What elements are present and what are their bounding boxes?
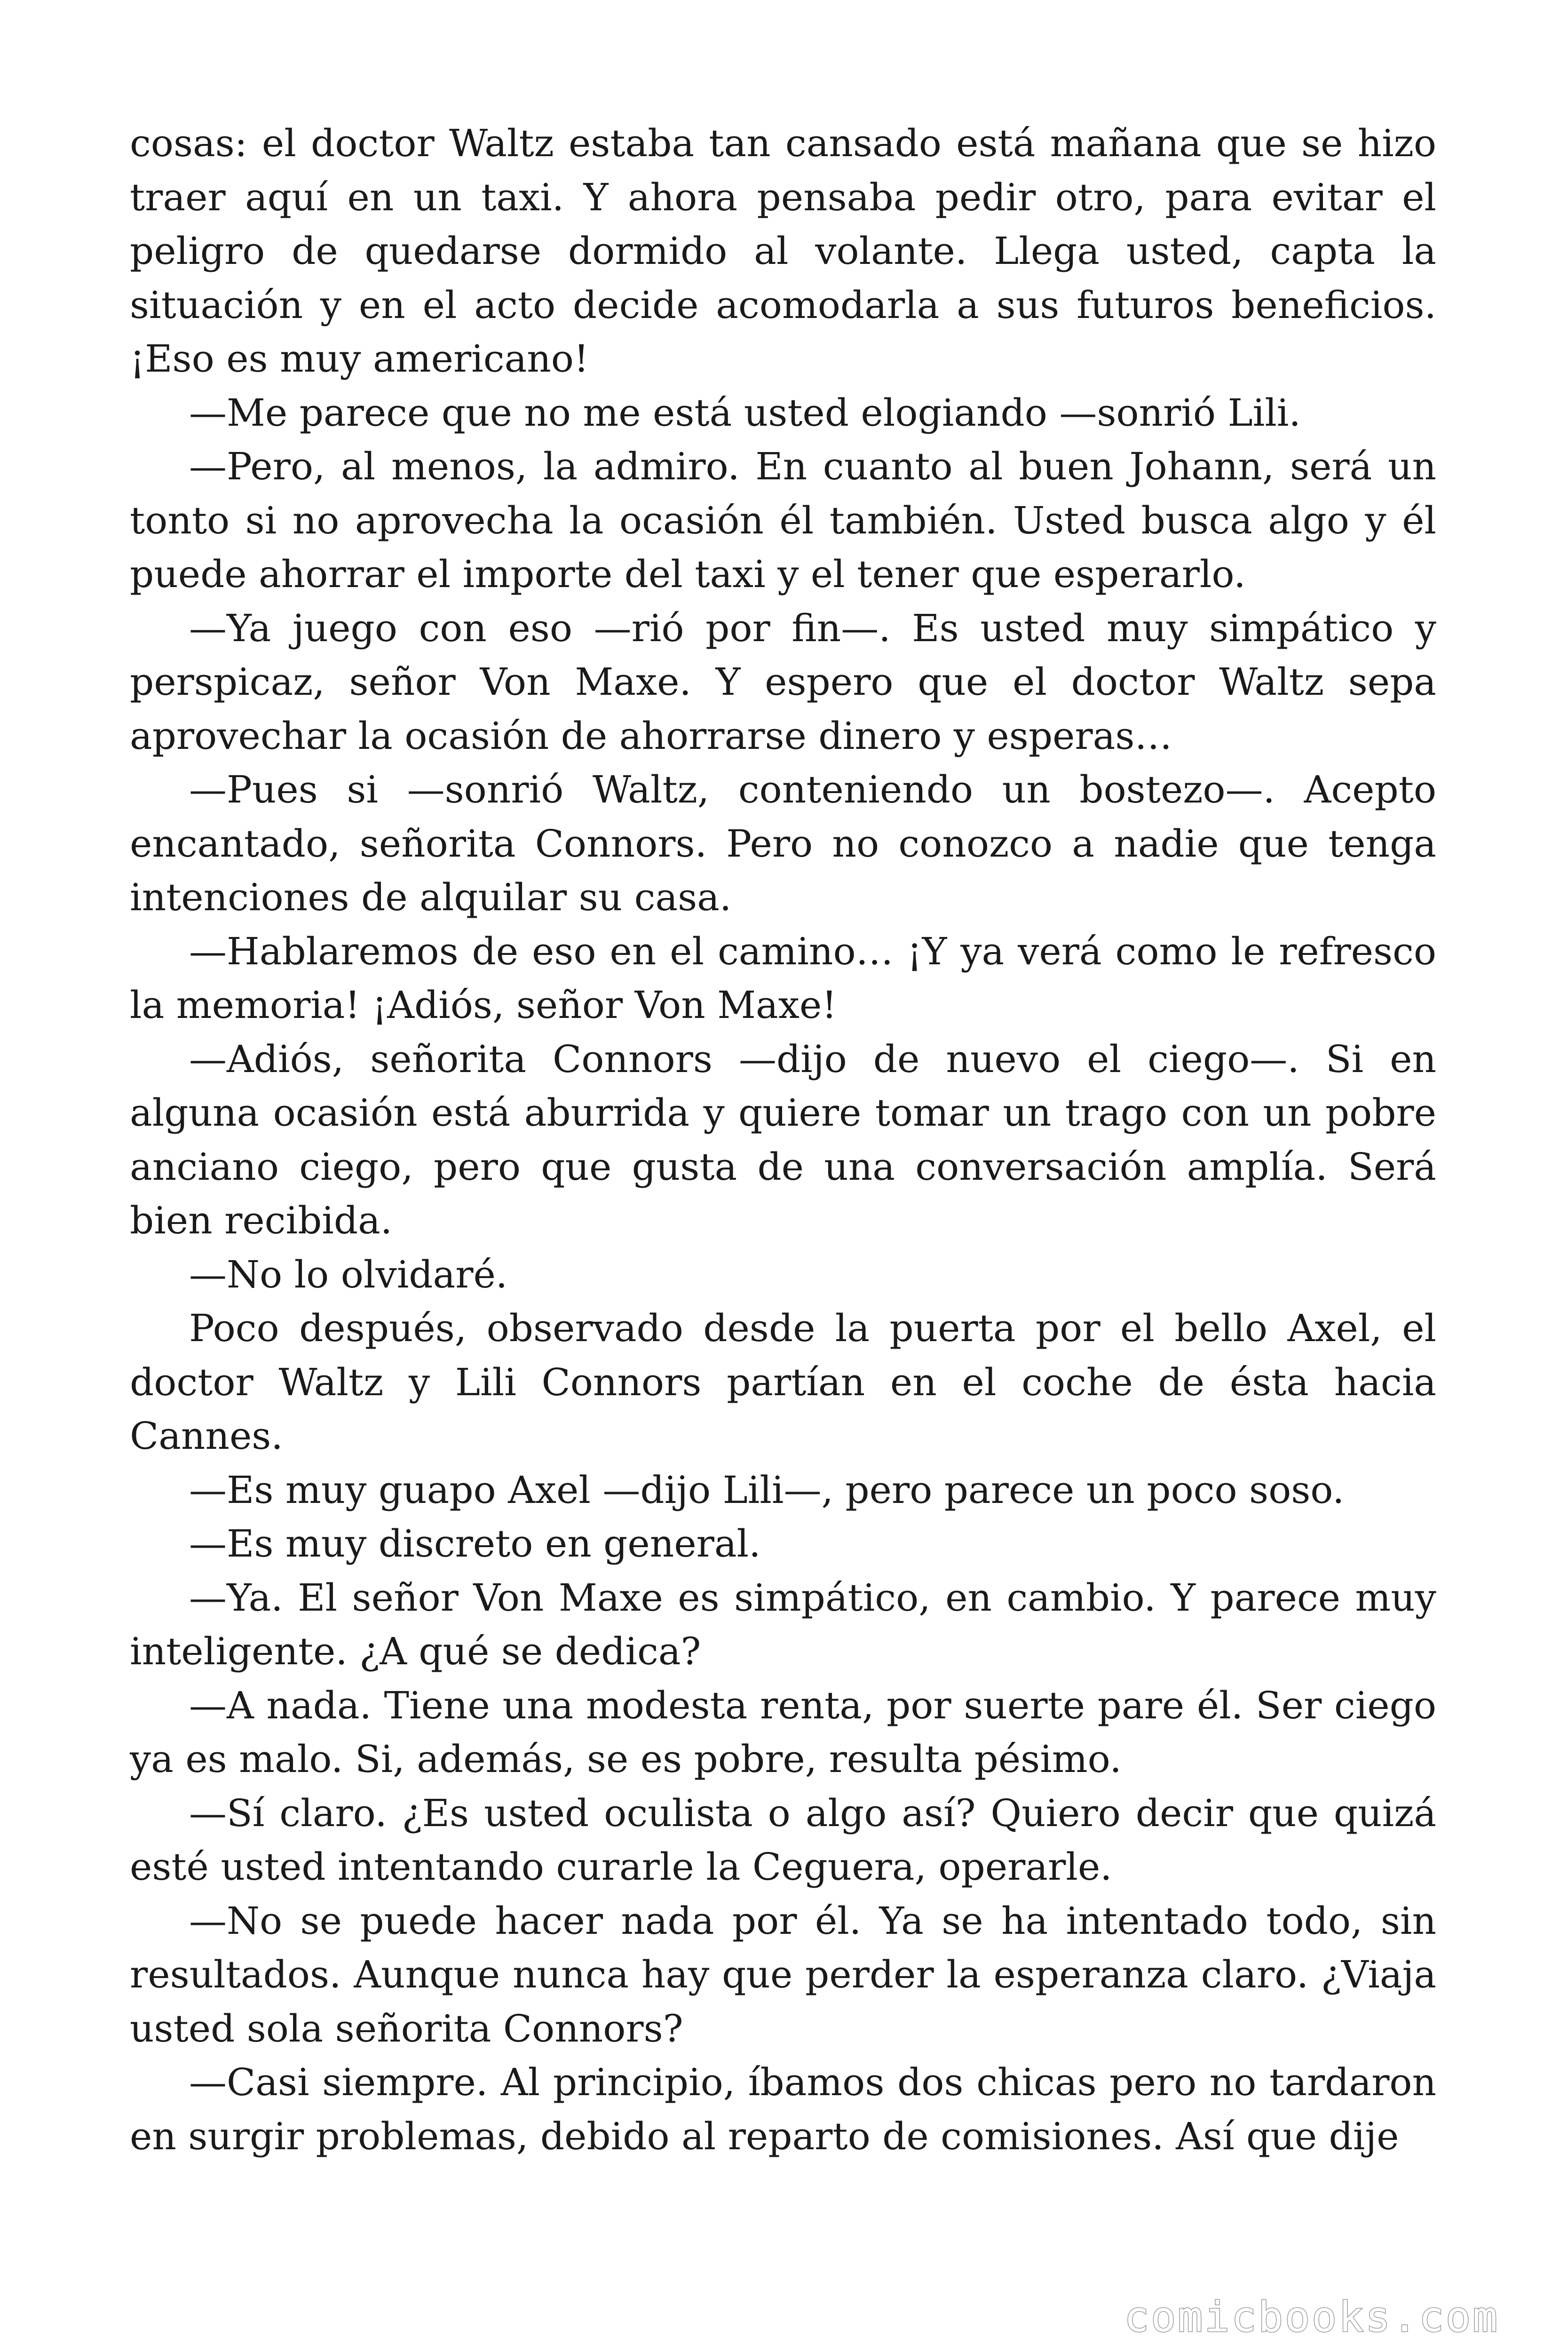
paragraph-4: —Ya juego con eso —rió por fin—. Es usted muy simpático y perspicaz, señor Von Maxe. Y espero que el doctor Waltz sepa aprovechar la ocasión de ahorrarse dinero y esperas… <box>130 606 1436 758</box>
paragraph-8: —No lo olvidaré. <box>189 1252 508 1296</box>
paragraph-14: —Sí claro. ¿Es usted oculista o algo así? Quiero decir que quizá esté usted intentando curarle la Ceguera, operarle. <box>130 1791 1436 1889</box>
paragraph-11: —Es muy discreto en general. <box>189 1522 761 1565</box>
paragraph-5: —Pues si —sonrió Waltz, conteniendo un bostezo—. Acepto encantado, señorita Connors. Pero no conozco a nadie que tenga intenciones de alquilar su casa. <box>130 768 1436 919</box>
paragraph-6: —Hablaremos de eso en el camino… ¡Y ya verá como le refresco la memoria! ¡Adiós, señor Von Maxe! <box>130 929 1436 1027</box>
paragraph-3: —Pero, al menos, la admiro. En cuanto al buen Johann, será un tonto si no aprovecha la ocasión él también. Usted busca algo y él puede ahorrar el importe del taxi y el tener que esperarlo. <box>130 445 1436 596</box>
paragraph-12: —Ya. El señor Von Maxe es simpático, en cambio. Y parece muy inteligente. ¿A qué se dedica? <box>130 1575 1436 1673</box>
paragraph-7: —Adiós, señorita Connors —dijo de nuevo el ciego—. Si en alguna ocasión está aburrida y quiere tomar un trago con un pobre anciano ciego, pero que gusta de una conversación amplía. Será bien recibida. <box>130 1037 1436 1242</box>
paragraph-1: cosas: el doctor Waltz estaba tan cansado está mañana que se hizo traer aquí en un taxi. Y ahora pensaba pedir otro, para evitar el peligro de quedarse dormido al volante. Llega usted, capta la situación y en el acto decide acomodarla a sus futuros beneficios. ¡Eso es muy americano! <box>130 121 1436 381</box>
paragraph-13: —A nada. Tiene una modesta renta, por suerte pare él. Ser ciego ya es malo. Si, además, se es pobre, resulta pésimo. <box>130 1683 1436 1781</box>
paragraph-16: —Casi siempre. Al principio, íbamos dos chicas pero no tardaron en surgir problemas, debido al reparto de comisiones. Así que dije <box>130 2060 1436 2158</box>
watermark: comicbooks.com <box>1124 2293 1499 2341</box>
paragraph-9: Poco después, observado desde la puerta por el bello Axel, el doctor Waltz y Lili Connors partían en el coche de ésta hacia Cannes. <box>130 1306 1436 1458</box>
paragraph-10: —Es muy guapo Axel —dijo Lili—, pero parece un poco soso. <box>189 1468 1345 1512</box>
body-text <box>130 117 1436 2163</box>
paragraph-2: —Me parece que no me está usted elogiando —sonrió Lili. <box>189 390 1301 435</box>
paragraph-15: —No se puede hacer nada por él. Ya se ha intentado todo, sin resultados. Aunque nunca hay que perder la esperanza claro. ¿Viaja usted sola señorita Connors? <box>130 1899 1436 2050</box>
